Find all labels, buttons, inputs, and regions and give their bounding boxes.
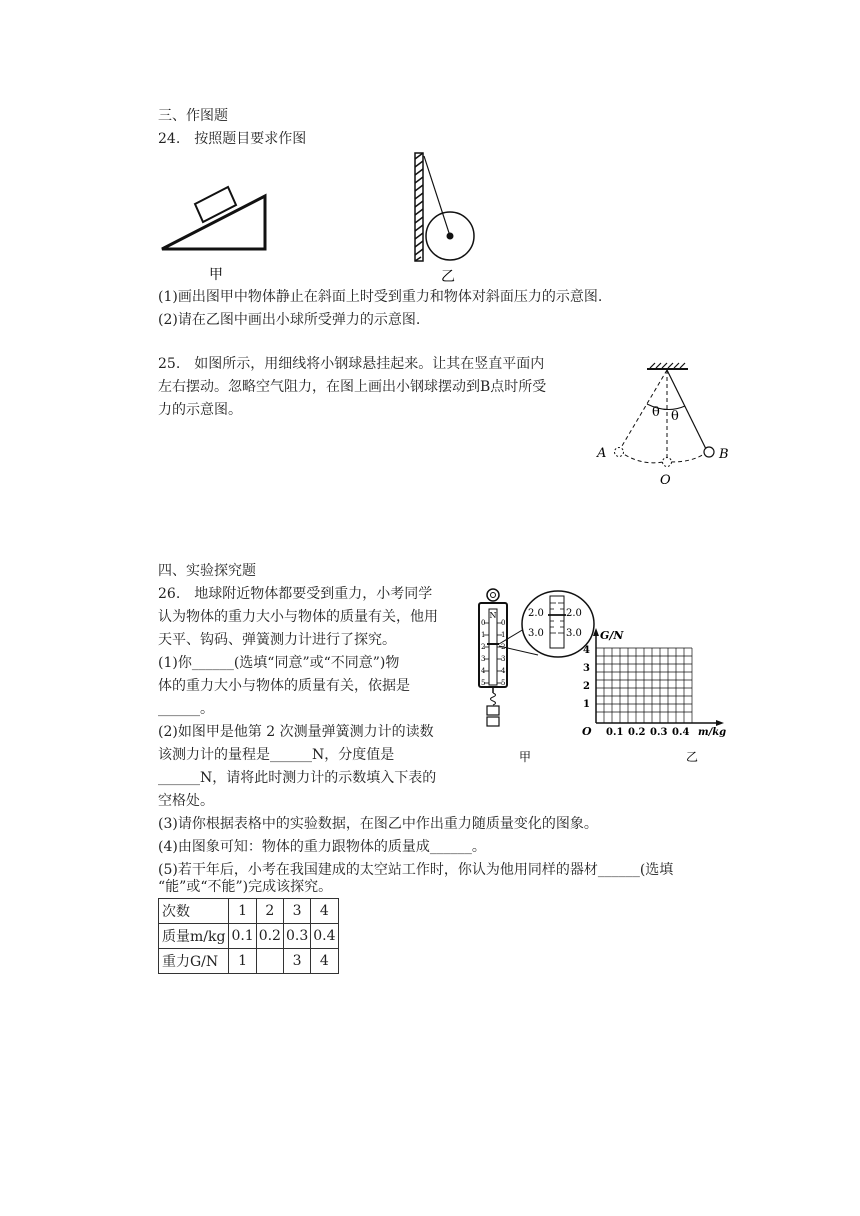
- svg-text:3: 3: [481, 655, 486, 663]
- question-26-line7: (2)如图甲是他第 2 次测量弹簧测力计的读数: [158, 724, 434, 740]
- question-26-line11: (3)请你根据表格中的实验数据，在图乙中作出重力随质量变化的图象。: [158, 816, 598, 832]
- table-cell: 4: [311, 899, 338, 924]
- table-cell: 3: [283, 949, 310, 974]
- data-table: [158, 898, 339, 974]
- svg-text:1: 1: [583, 699, 590, 710]
- svg-text:4: 4: [583, 645, 590, 656]
- table-cell: 0.3: [283, 924, 310, 949]
- svg-text:5: 5: [481, 679, 486, 687]
- fig-jia-label: 甲: [209, 267, 223, 283]
- svg-text:4: 4: [481, 667, 486, 675]
- svg-text:乙: 乙: [686, 750, 699, 764]
- section-heading-drawing: 三、作图题: [158, 108, 228, 124]
- table-header-cell: 次数: [159, 899, 229, 924]
- svg-text:4: 4: [501, 667, 506, 675]
- svg-text:θ: θ: [652, 405, 660, 420]
- question-26-line9: ______N，请将此时测力计的示数填入下表的: [158, 770, 437, 786]
- table-cell: 0.1: [229, 924, 256, 949]
- block-on-incline: [195, 187, 236, 222]
- question-24-part1: (1)画出图甲中物体静止在斜面上时受到重力和物体对斜面压力的示意图.: [158, 289, 603, 305]
- svg-text:0.4: 0.4: [672, 727, 690, 738]
- table-header-cell: 重力G/N: [159, 949, 229, 974]
- svg-text:3: 3: [583, 663, 590, 674]
- svg-text:0.3: 0.3: [650, 727, 668, 738]
- svg-text:3: 3: [501, 655, 506, 663]
- table-cell: 4: [311, 949, 338, 974]
- table-cell: 2: [256, 899, 283, 924]
- table-cell: 3: [283, 899, 310, 924]
- section-heading-experiment: 四、实验探究题: [158, 563, 256, 579]
- svg-text:B: B: [719, 447, 729, 462]
- question-26-line14: “能”或“不能”)完成该探究。: [158, 879, 333, 895]
- svg-text:3.0: 3.0: [528, 628, 544, 639]
- svg-text:0: 0: [481, 619, 486, 627]
- table-row: [159, 924, 339, 949]
- table-header-cell: 质量m/kg: [159, 924, 229, 949]
- question-26-line4: (1)你______(选填“同意”或“不同意”)物: [158, 655, 400, 671]
- wall-ball-figure: [410, 150, 490, 288]
- table-cell: 1: [229, 899, 256, 924]
- svg-text:m/kg: m/kg: [698, 727, 727, 738]
- svg-text:G/N: G/N: [600, 629, 624, 642]
- svg-text:2: 2: [583, 681, 590, 692]
- svg-text:1: 1: [481, 631, 486, 639]
- question-24-stem: 24. 按照题目要求作图: [158, 131, 307, 147]
- svg-text:A: A: [597, 446, 607, 461]
- question-25-line1: 25. 如图所示，用细线将小钢球悬挂起来。让其在竖直平面内: [158, 356, 545, 372]
- gravity-mass-graph: [578, 625, 733, 770]
- svg-text:0.2: 0.2: [628, 727, 646, 738]
- question-25-line2: 左右摆动。忽略空气阻力，在图上画出小钢球摆动到B点时所受: [158, 379, 547, 395]
- question-26-line6: ______。: [158, 701, 214, 717]
- string: [424, 156, 450, 236]
- svg-text:O: O: [582, 725, 592, 738]
- svg-text:甲: 甲: [518, 750, 532, 764]
- svg-text:O: O: [660, 473, 671, 488]
- question-24-part2: (2)请在乙图中画出小球所受弹力的示意图.: [158, 312, 421, 328]
- svg-text:2.0: 2.0: [566, 608, 582, 619]
- svg-text:N: N: [489, 611, 497, 620]
- fig-yi-label: 乙: [441, 269, 455, 285]
- svg-text:0.1: 0.1: [606, 727, 624, 738]
- table-row: [159, 949, 339, 974]
- svg-text:2.0: 2.0: [528, 608, 544, 619]
- question-26-line12: (4)由图象可知：物体的重力跟物体的质量成______。: [158, 839, 486, 855]
- question-26-line3: 天平、钩码、弹簧测力计进行了探究。: [158, 632, 396, 648]
- question-25-line3: 力的示意图。: [158, 402, 242, 418]
- svg-text:5: 5: [501, 679, 506, 687]
- question-26-line8: 该测力计的量程是______N，分度值是: [158, 747, 395, 763]
- svg-text:1: 1: [501, 631, 506, 639]
- table-row: [159, 899, 339, 924]
- question-26-line5: 体的重力大小与物体的质量有关，依据是: [158, 678, 410, 694]
- question-26-line2: 认为物体的重力大小与物体的质量有关，他用: [158, 609, 438, 625]
- pendulum-figure: [592, 362, 742, 492]
- table-cell: 1: [229, 949, 256, 974]
- table-cell-blank[interactable]: [256, 949, 283, 974]
- table-cell: 0.4: [311, 924, 338, 949]
- svg-text:θ: θ: [671, 409, 679, 424]
- question-26-line10: 空格处。: [158, 793, 214, 809]
- table-cell: 0.2: [256, 924, 283, 949]
- svg-text:0: 0: [501, 619, 506, 627]
- question-26-line13: (5)若干年后，小考在我国建成的太空站工作时，你认为他用同样的器材______(选填: [158, 862, 674, 878]
- incline-figure: [158, 180, 273, 290]
- svg-text:2: 2: [481, 643, 486, 651]
- svg-text:3.0: 3.0: [566, 628, 582, 639]
- question-26-line1: 26. 地球附近物体都要受到重力，小考同学: [158, 586, 433, 602]
